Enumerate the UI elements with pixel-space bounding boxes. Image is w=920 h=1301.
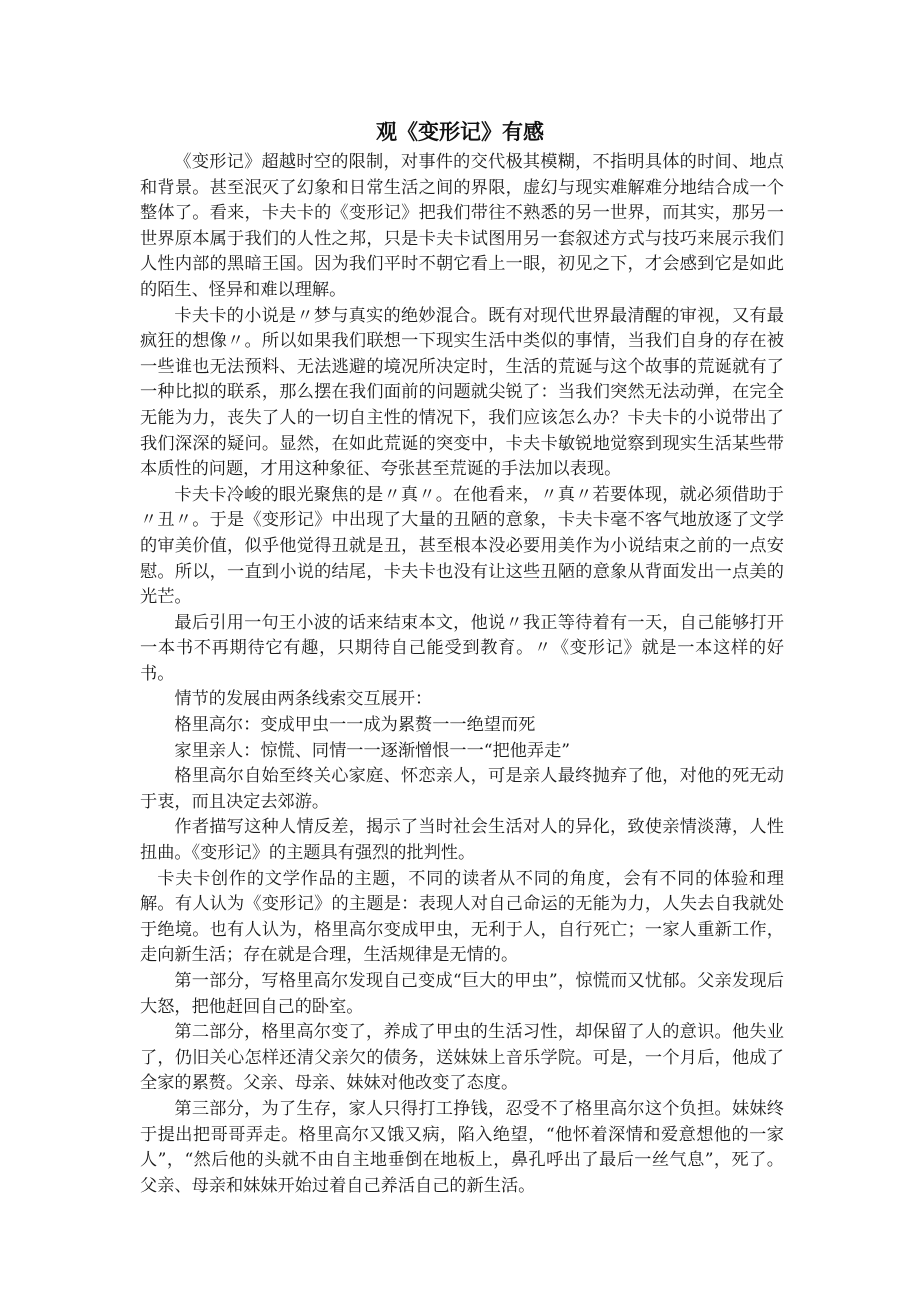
paragraph-truth-ugliness: 卡夫卡冷峻的眼光聚焦的是〃真〃。在他看来，〃真〃若要体现，就必须借助于〃丑〃。于是《变形记》中出现了大量的丑陋的意象，卡夫卡毫不客气地放逐了文学的审美价值，似乎他觉得丑就是丑，甚至根本没必要用美作为小说结束之前的一点安慰。所以，一直到小说的结尾，卡夫卡也没有让这些丑陋的意象从背面发出一点美的光芒。 bbox=[140, 484, 784, 608]
document-title: 观《变形记》有感 bbox=[376, 120, 544, 144]
paragraph-family-abandon: 格里高尔自始至终关心家庭、怀恋亲人，可是亲人最终抛弃了他，对他的死无动于衷，而且决定去郊游。 bbox=[140, 766, 784, 812]
paragraph-part-three: 第三部分，为了生存，家人只得打工挣钱，忍受不了格里高尔这个负担。妹妹终于提出把哥哥弄走。格里高尔又饿又病，陷入绝望，“他怀着深情和爱意想他的一家人”，“然后他的头就不由自主地垂倒在地板上，鼻孔呼出了最后一丝气息”，死了。父亲、母亲和妹妹开始过着自己养活自己的新生活。 bbox=[140, 1098, 784, 1196]
paragraph-line-family: 家里亲人：惊慌、同情一一逐渐憎恨一一“把他弄走” bbox=[174, 740, 571, 761]
document-body bbox=[140, 150, 784, 1199]
paragraph-intro: 《变形记》超越时空的限制，对事件的交代极其模糊，不指明具体的时间、地点和背景。甚至泯灭了幻象和日常生活之间的界限，虚幻与现实难解难分地结合成一个整体了。看来，卡夫卡的《变形记》把我们带往不熟悉的另一世界，而其实，那另一世界原本属于我们的人性之邦，只是卡夫卡试图用另一套叙述方式与技巧来展示我们人性内部的黑暗王国。因为我们平时不朝它看上一眼，初见之下，才会感到它是如此的陌生、怪异和难以理解。 bbox=[140, 152, 784, 300]
paragraph-dream-reality: 卡夫卡的小说是〃梦与真实的绝妙混合。既有对现代世界最清醒的审视，又有最疯狂的想像〃。所以如果我们联想一下现实生活中类似的事情，当我们自身的存在被一些谁也无法预料、无法逃避的境况所决定时，生活的荒诞与这个故事的荒诞就有了一种比拟的联系，那么摆在我们面前的问题就尖锐了：当我们突然无法动弹，在完全无能为力，丧失了人的一切自主性的情况下，我们应该怎么办？卡夫卡的小说带出了我们深深的疑问。显然，在如此荒诞的突变中，卡夫卡敏锐地觉察到现实生活某些带本质性的问题，才用这种象征、夸张甚至荒诞的手法加以表现。 bbox=[140, 305, 784, 480]
paragraph-plot-lines: 情节的发展由两条线索交互展开： bbox=[174, 689, 433, 710]
paragraph-line-gregor: 格里高尔：变成甲虫一一成为累赘一一绝望而死 bbox=[174, 715, 536, 736]
paragraph-theme: 卡夫卡创作的文学作品的主题，不同的读者从不同的角度，会有不同的体验和理解。有人认为《变形记》的主题是：表现人对自己命运的无能为力，人失去自我就处于绝境。也有人认为，格里高尔变成甲虫，无利于人，自行死亡；一家人重新工作，走向新生活；存在就是合理，生活规律是无情的。 bbox=[140, 868, 784, 966]
paragraph-part-one: 第一部分，写格里高尔发现自己变成“巨大的甲虫”，惊慌而又忧郁。父亲发现后大怒，把他赶回自己的卧室。 bbox=[140, 971, 784, 1017]
paragraph-conclusion-quote: 最后引用一句王小波的话来结束本文，他说〃我正等待着有一天，自己能够打开一本书不再期待它有趣，只期待自己能受到教育。〃《变形记》就是一本这样的好书。 bbox=[140, 612, 784, 684]
paragraph-critique: 作者描写这种人情反差，揭示了当时社会生活对人的异化，致使亲情淡薄，人性扭曲。《变形记》的主题具有强烈的批判性。 bbox=[140, 817, 784, 864]
paragraph-part-two: 第二部分，格里高尔变了，养成了甲虫的生活习性，却保留了人的意识。他失业了，仍旧关心怎样还清父亲欠的债务，送妹妹上音乐学院。可是，一个月后，他成了全家的累赘。父亲、母亲、妹妹对他改变了态度。 bbox=[140, 1022, 784, 1094]
